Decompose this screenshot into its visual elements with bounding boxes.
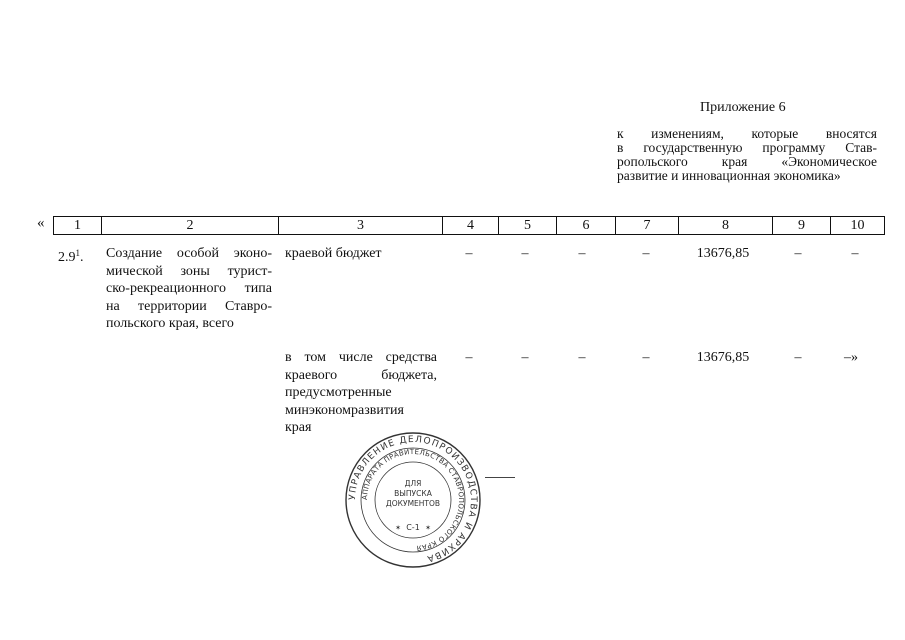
star-icon: ✶ <box>425 524 431 532</box>
row-name-line: Создание особой эконо- <box>106 246 272 261</box>
cell-col4: – <box>465 246 473 261</box>
column-number: 6 <box>557 217 616 235</box>
cell-col10: –» <box>844 350 858 365</box>
column-number: 2 <box>102 217 279 235</box>
cell-col10: – <box>851 246 859 261</box>
column-number: 10 <box>831 217 885 235</box>
official-stamp <box>343 430 483 570</box>
stamp-center-line: ДЛЯ <box>404 479 422 488</box>
funding-source-line: края <box>285 420 312 435</box>
column-number: 7 <box>616 217 679 235</box>
column-number: 9 <box>773 217 831 235</box>
cell-col8: 13676,85 <box>696 246 750 261</box>
stamp-center-line: ДОКУМЕНТОВ <box>385 499 441 508</box>
appendix-subtitle <box>617 127 877 183</box>
cell-col9: – <box>794 246 802 261</box>
funding-source-regional-budget: краевой бюджет <box>285 246 382 261</box>
row-number-superscript: 1 <box>75 248 80 258</box>
funding-source-ministry <box>285 349 437 437</box>
subtitle-line: в государственную программу Став- <box>617 140 877 155</box>
row-number-main: 2.9 <box>58 250 76 265</box>
stamp-center-line: ВЫПУСКА <box>394 489 432 498</box>
row-number-suffix: . <box>80 250 84 265</box>
row-name-line: мической зоны турист- <box>106 263 272 279</box>
row-name-line: польского края, всего <box>106 316 234 331</box>
subtitle-line: к изменениям, которые вносятся <box>617 126 877 141</box>
column-number: 3 <box>279 217 443 235</box>
stamp-bottom-mark: С-1 <box>406 523 420 532</box>
star-icon: ✶ <box>395 524 401 532</box>
row-name <box>106 245 272 333</box>
cell-col4: – <box>465 350 473 365</box>
stamp-inner-text: АППАРАТА ПРАВИТЕЛЬСТВА СТАВРОПОЛЬСКОГО КРАЯ <box>360 447 466 552</box>
appendix-title: Приложение 6 <box>700 100 786 115</box>
row-name-line: на территории Ставро- <box>106 298 272 314</box>
column-number: 5 <box>499 217 557 235</box>
cell-col9: – <box>794 350 802 365</box>
cell-col6: – <box>578 350 586 365</box>
cell-col6: – <box>578 246 586 261</box>
cell-col7: – <box>642 246 650 261</box>
cell-col8: 13676,85 <box>696 350 750 365</box>
row-number <box>58 245 84 267</box>
column-number: 1 <box>54 217 102 235</box>
cell-col7: – <box>642 350 650 365</box>
funding-source-line: краевого бюджета, <box>285 367 437 383</box>
subtitle-line: ропольского края «Экономическое <box>617 154 877 169</box>
column-number-header <box>53 216 885 235</box>
stamp-line <box>485 477 515 478</box>
cell-col5: – <box>521 246 529 261</box>
funding-source-line: минэкономразвития <box>285 402 404 418</box>
column-number: 4 <box>443 217 499 235</box>
funding-source-line: в том числе средства <box>285 350 437 365</box>
stamp-outer-text: УПРАВЛЕНИЕ ДЕЛОПРОИЗВОДСТВА И АРХИВА <box>347 434 479 564</box>
funding-source-line: предусмотренные <box>285 385 392 400</box>
row-name-line: ско-рекреационного типа <box>106 281 272 296</box>
column-number: 8 <box>679 217 773 235</box>
cell-col5: – <box>521 350 529 365</box>
open-quote: « <box>37 215 45 231</box>
subtitle-line: развитие и инновационная экономика» <box>617 168 841 183</box>
